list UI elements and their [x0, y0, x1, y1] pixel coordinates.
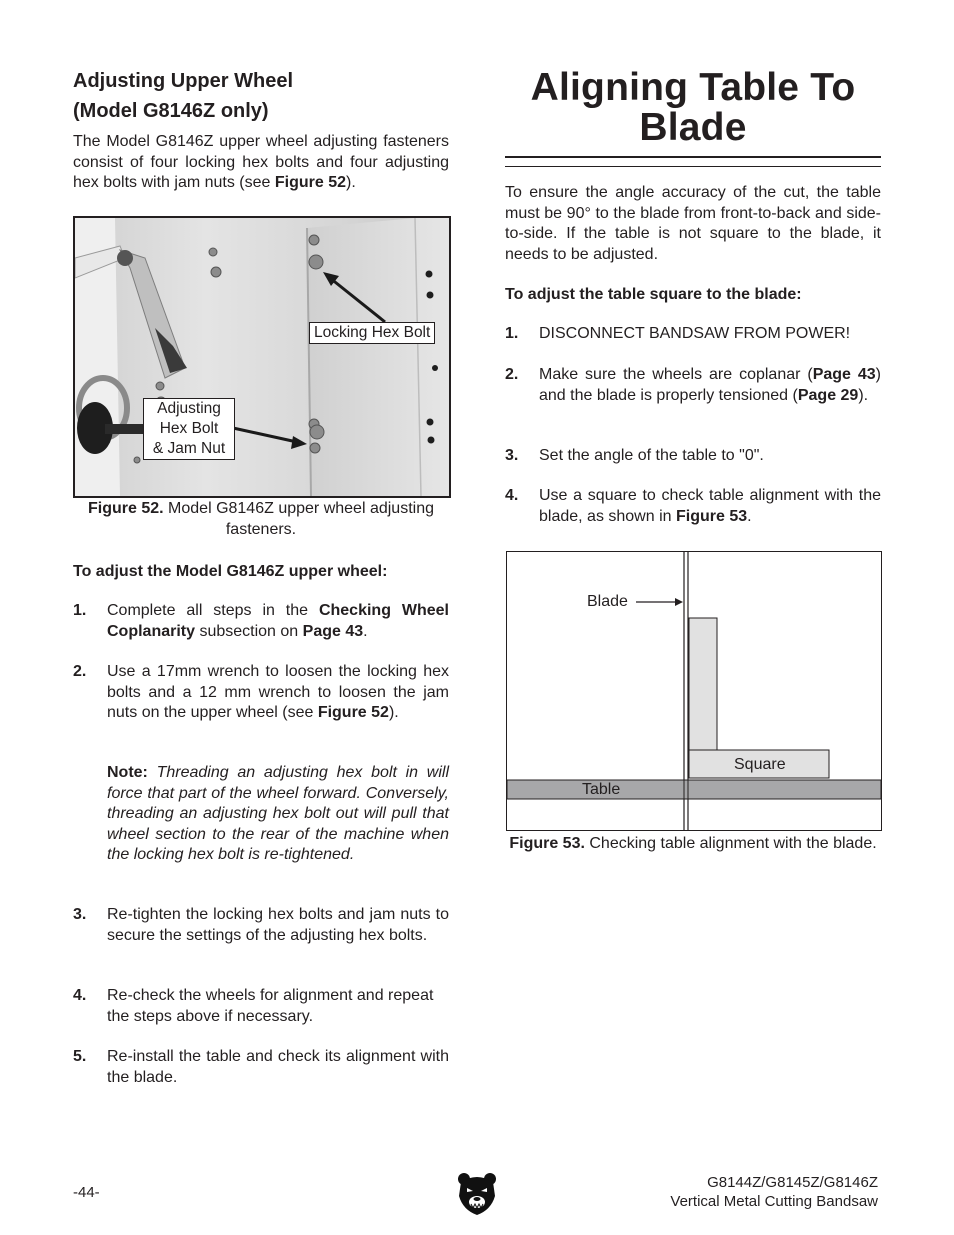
- alignment-diagram: [507, 552, 881, 830]
- figure-52-caption-label: Figure 52.: [88, 500, 164, 517]
- step-text: Use a 17mm wrench to loosen the locking hex bolts and a 12 mm wrench to loosen the jam nuts on the upper wheel (see: [107, 663, 449, 721]
- step-number: 5.: [73, 1048, 87, 1065]
- step-figure-ref: Figure 52: [317, 704, 389, 721]
- figure-53-caption: [505, 834, 881, 855]
- title-rule-thin: [505, 166, 881, 167]
- step-text: Make sure the wheels are coplanar (: [539, 366, 813, 383]
- right-step-4: [505, 486, 881, 527]
- callout-adjusting-line-1: Adjusting: [157, 400, 221, 417]
- right-step-3: [505, 446, 881, 467]
- step-text: Use a square to check table alignment with the blade, as shown in: [539, 487, 881, 525]
- title-rule-thick: [505, 156, 881, 158]
- step-text: .: [363, 622, 368, 640]
- intro-end: ).: [346, 174, 356, 191]
- step-number: 4.: [505, 487, 519, 504]
- step-text: .: [747, 507, 752, 525]
- step-number: 4.: [73, 987, 87, 1004]
- label-square: Square: [734, 756, 786, 773]
- label-blade: Blade: [587, 593, 628, 610]
- step-number: 3.: [73, 906, 87, 923]
- machine-photo-illustration: [75, 218, 449, 496]
- table-bar: [507, 780, 881, 799]
- left-step-1: [73, 601, 449, 642]
- right-intro-paragraph: To ensure the angle accuracy of the cut, the table must be 90° to the blade from front-to-back and side-to-side. If the table is not square to the blade, it needs to be adjusted.: [505, 184, 881, 263]
- note-label: Note:: [107, 764, 148, 781]
- square-vertical-leg: [689, 618, 717, 750]
- figure-52-caption-text: Model G8146Z upper wheel adjusting fasteners.: [163, 500, 434, 538]
- step-number: 1.: [505, 325, 519, 342]
- step-text: Re-install the table and check its alignment with the blade.: [107, 1048, 449, 1086]
- left-step-3: [73, 905, 449, 946]
- step-text: Complete all steps in the: [107, 602, 319, 619]
- step-text: ) and the blade is properly tensioned (: [539, 366, 881, 404]
- step-page-ref: Page 43: [812, 366, 876, 383]
- step-number: 3.: [505, 447, 519, 464]
- step-bold-ref: Checking Wheel Coplanarity: [107, 602, 449, 640]
- right-procedure-heading: To adjust the table square to the blade:: [505, 286, 802, 303]
- step-number: 1.: [73, 602, 87, 619]
- figure-53-caption-text: Checking table alignment with the blade.: [584, 835, 877, 852]
- blade-arrow-head: [675, 598, 683, 606]
- figure-53-caption-label: Figure 53.: [509, 835, 585, 852]
- footer-product-info: [505, 1173, 878, 1211]
- step-page-ref: Page 29: [797, 386, 859, 404]
- step-number: 2.: [505, 366, 519, 383]
- label-table: Table: [582, 781, 621, 798]
- figure-53-diagram: [506, 551, 882, 831]
- intro-text: The Model G8146Z upper wheel adjusting fasteners consist of four locking hex bolts and four adjusting hex bolts with jam nuts (see: [73, 133, 449, 191]
- heading-line-1: Adjusting Upper Wheel: [73, 70, 293, 92]
- title-line-2: Blade: [639, 106, 747, 149]
- step-text: Re-tighten the locking hex bolts and jam nuts to secure the settings of the adjusting hex bolts.: [107, 906, 449, 944]
- step-text: ).: [858, 386, 869, 404]
- callout-adjusting-hex-bolt: [143, 398, 235, 460]
- footer-model: G8144Z/G8145Z/G8146Z: [707, 1174, 878, 1191]
- footer-product: Vertical Metal Cutting Bandsaw: [670, 1193, 878, 1210]
- step-number: 2.: [73, 663, 87, 680]
- left-procedure-heading: To adjust the Model G8146Z upper wheel:: [73, 563, 388, 580]
- page-title: [505, 68, 881, 148]
- right-step-2: [505, 365, 881, 406]
- callout-adjusting-line-3: & Jam Nut: [152, 440, 226, 457]
- page-number: -44-: [73, 1184, 100, 1201]
- heading-line-2: (Model G8146Z only): [73, 100, 269, 122]
- step-text: Set the angle of the table to "0".: [539, 447, 764, 464]
- intro-paragraph: [73, 132, 449, 194]
- left-step-5: [73, 1047, 449, 1088]
- step-text: Re-check the wheels for alignment and repeat the steps above if necessary.: [107, 987, 434, 1025]
- step-text: ).: [388, 704, 399, 721]
- right-step-1: [505, 324, 881, 345]
- note-text: Threading an adjusting hex bolt in will force that part of the wheel forward. Conversely, threading an adjusting hex bolt out will pull that wheel section to the rear of the machine when the locking hex bolt is re-tightened.: [107, 764, 449, 863]
- figure-52-reference: Figure 52: [274, 174, 347, 191]
- step-text: subsection on: [195, 622, 303, 640]
- title-line-1: Aligning Table To: [530, 66, 856, 109]
- callout-adjusting-line-2: Hex Bolt: [159, 420, 219, 437]
- figure-52-caption: [73, 499, 449, 540]
- left-step-4: [73, 986, 449, 1027]
- section-heading-upper-wheel: [73, 66, 449, 126]
- callout-locking-hex-bolt: Locking Hex Bolt: [309, 322, 435, 344]
- left-step-2: [73, 662, 449, 724]
- step-figure-ref: Figure 53: [675, 507, 748, 525]
- step-text: DISCONNECT BANDSAW FROM POWER!: [539, 325, 851, 342]
- step-page-ref: Page 43: [302, 622, 364, 640]
- note-paragraph: [107, 763, 449, 866]
- grizzly-bear-logo-icon: [457, 1172, 497, 1216]
- figure-52-photo: [73, 216, 451, 498]
